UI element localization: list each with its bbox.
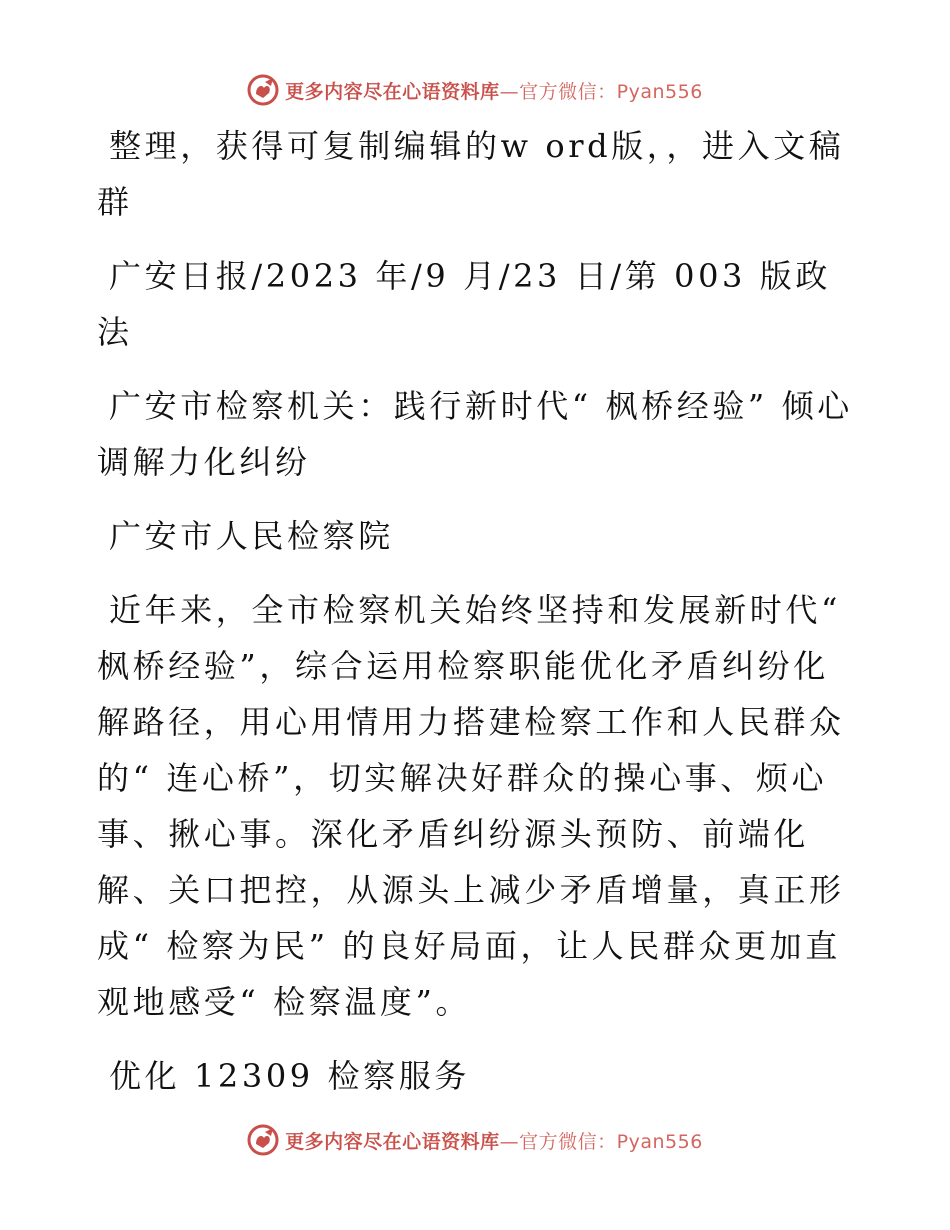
body-paragraph: 近年来，全市检察机关始终坚持和发展新时代“ 枫桥经验”，综合运用检察职能优化矛盾纠纷化解路径，用心用情用力搭建检察工作和人民群众的“ 连心桥”，切实解决好群众的操心事、烦心事、揪心事。深化矛盾纠纷源头预防、前端化解、关口把控，从源头上减少矛盾增量，真正形成“ 检察为民” 的良好局面，让人民群众更加直观地感受“ 检察温度”。 xyxy=(97,591,845,1021)
source-line: 广安日报/2023 年/9 月/23 日/第 003 版政法 xyxy=(97,257,831,351)
heart-pen-logo-icon xyxy=(247,1124,279,1156)
author-line: 广安市人民检察院 xyxy=(109,517,394,555)
watermark-footer xyxy=(0,1120,950,1160)
watermark-header xyxy=(0,70,950,110)
article-headline: 广安市检察机关：践行新时代“ 枫桥经验” 倾心调解力化纠纷 xyxy=(97,387,853,481)
watermark-text: 更多内容尽在心语资料库—官方微信：Pyan556 xyxy=(285,80,703,103)
watermark-text: 更多内容尽在心语资料库—官方微信：Pyan556 xyxy=(285,1130,703,1153)
heart-pen-logo-icon xyxy=(247,74,279,106)
section-heading: 优化 12309 检察服务 xyxy=(109,1057,470,1095)
document-body xyxy=(97,118,857,1104)
intro-line: 整理，获得可复制编辑的w ord版，，进入文稿群 xyxy=(97,127,845,221)
